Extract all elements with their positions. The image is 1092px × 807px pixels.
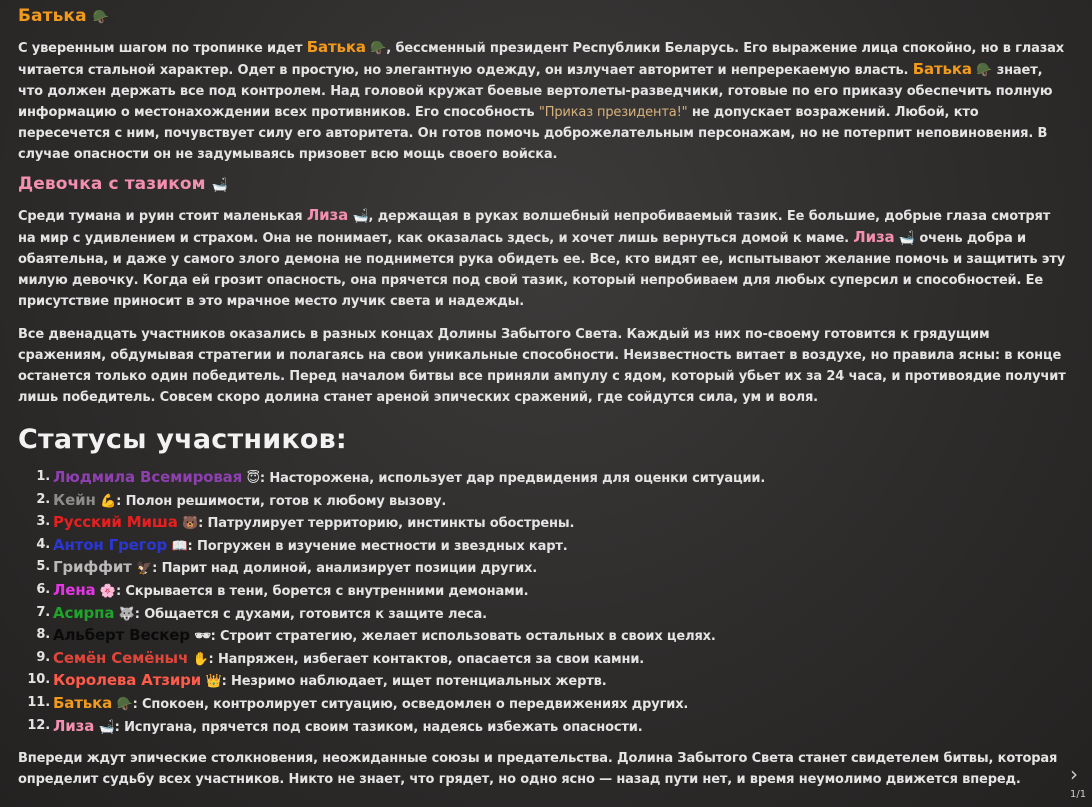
participant-status: : Патрулирует территорию, инстинкты обострены.	[198, 516, 575, 532]
status-number-text: 12.	[27, 717, 50, 733]
participant-emoji-icon: 👑	[205, 674, 222, 690]
liza-text-1: Среди тумана и руин стоит маленькая	[18, 209, 307, 224]
participant-name: Семён Семёныч	[53, 648, 189, 667]
bat-heading-text: Батька	[18, 6, 87, 26]
participant-emoji-icon: 🦅	[136, 561, 153, 577]
status-number-text: 3.	[36, 514, 50, 530]
helmet-icon: 🪖	[92, 10, 109, 25]
bat-text-1: С уверенным шагом по тропинке идет	[18, 41, 307, 56]
participant-emoji-icon: 😇	[246, 471, 260, 486]
helmet-icon: 🪖	[370, 41, 387, 56]
participant-status: : Настороженa, использует дар предвидения для оценки ситуации.	[259, 471, 766, 486]
status-item	[36, 625, 1070, 648]
bathtub-icon: 🛁	[211, 178, 228, 193]
helmet-icon: 🪖	[976, 63, 993, 78]
bat-text-2: , бессменный президент Республики Беларусь. Его выражение лица спокойно, но в глазах читается стальной характер. Одет в простую, но элегантную одежду, он излучает авторитет и непререкаемую власть.	[18, 41, 1065, 78]
status-number-text: 9.	[36, 649, 50, 665]
summary-paragraph: Все двенадцать участников оказались в разных концах Долины Забытого Света. Каждый из них по-своему готовится к грядущим сражениям, обдумывая стратегии и полагаясь на свои уникальные способности. Неизвестность витает в воздухе, но правила ясны: в конце останется только один победитель. Перед началом битвы все приняли ампулу с ядом, который убьет их за 24 часа, и противоядие получит лишь победитель. Совсем скоро долина станет ареной эпических сражений, где сойдутся сила, ум и воля.	[18, 327, 1066, 405]
status-item	[36, 512, 1070, 535]
status-number-text: 10.	[27, 672, 50, 688]
liza-name: Лиза	[853, 228, 895, 246]
participant-name: Антон Грегор	[53, 535, 168, 554]
liza-text-2: , держащая в руках волшебный непробиваемый тазик. Ее большие, добрые глаза смотрят на мир с удивлением и страхом. Она не понимает, как оказалась здесь, и хочет лишь вернуться домой к маме.	[18, 209, 1051, 246]
status-number-text: 5.	[36, 559, 50, 575]
participant-name: Кейн	[53, 490, 96, 509]
bathtub-icon: 🛁	[352, 209, 369, 224]
liza-name: Лиза	[306, 206, 349, 224]
status-item	[27, 670, 1070, 693]
bat-text-4: не допускает возражений. Любой, кто пересечется с ним, почувствует силу его авторитета. Он готов помочь доброжелательным персонажам, но не потерпит неповиновения. В случае опасности он не задумываясь призовет всю мощь своего войска.	[18, 105, 1048, 162]
participant-name: Королева Атзири	[53, 671, 202, 690]
status-item	[36, 467, 1070, 490]
participant-emoji-icon: 🐻	[182, 516, 199, 532]
status-item	[27, 716, 1070, 739]
participant-status: : Напряжен, избегает контактов, опасается за свои камни.	[208, 651, 645, 667]
status-item	[36, 557, 1070, 580]
participant-status: : Погружен в изучение местности и звездных карт.	[187, 538, 568, 554]
status-item	[36, 603, 1070, 626]
page-counter: 1/1	[1070, 789, 1087, 800]
status-item	[36, 580, 1070, 603]
bat-description	[18, 37, 1070, 165]
participant-status: : Общается с духами, готовится к защите леса.	[134, 606, 487, 622]
participant-status: : Парит над долиной, анализирует позиции других.	[152, 561, 538, 577]
participant-emoji-icon: 🛁	[98, 719, 115, 735]
participant-emoji-icon: 🌸	[99, 583, 116, 599]
status-item	[36, 535, 1070, 558]
message-content	[18, 4, 1070, 790]
status-number-text: 1.	[36, 469, 50, 484]
participant-status: : Испугана, прячется под своим тазиком, надеясь избежать опасности.	[114, 719, 643, 735]
participant-name: Гриффит	[53, 558, 132, 577]
participant-emoji-icon: 🪖	[116, 696, 133, 712]
next-page-arrow-icon[interactable]: ›	[1070, 762, 1078, 786]
participant-emoji-icon: 🐺	[118, 606, 135, 622]
participant-name: Людмила Всемировая	[53, 468, 243, 486]
participant-name: Альберт Вескер	[53, 626, 190, 645]
participant-emoji-icon: 💪	[100, 493, 117, 509]
participant-name: Батька	[53, 693, 113, 712]
status-number-text: 6.	[36, 581, 50, 597]
liza-text-3: очень добра и обаятельна, и даже у самого злого демона не поднимется рука обидеть ее. Все, кто видят ее, испытывают желание помочь и защитить эту милую девочку. Когда ей грозит опасность, она прячется под свой тазик, который непробиваем для любых суперсил и способностей. Ее присутствие приносит в это мрачное место лучик света и надежды.	[18, 231, 1066, 309]
status-number-text: 2.	[36, 491, 50, 507]
participant-status: : Скрывается в тени, борется с внутренними демонами.	[115, 583, 529, 599]
status-list	[18, 467, 1070, 738]
status-number-text: 4.	[36, 536, 50, 552]
participant-emoji-icon: ✋	[192, 651, 209, 667]
participant-name: Лиза	[53, 716, 95, 735]
status-number-text: 8.	[36, 627, 50, 643]
liza-description	[18, 205, 1070, 312]
status-item	[36, 648, 1070, 671]
participant-status: : Незримо наблюдает, ищет потенциальных жертв.	[221, 674, 607, 690]
liza-heading-text: Девочка с тазиком	[18, 174, 206, 194]
participant-emoji-icon: 📖	[171, 538, 188, 554]
participant-name: Асирпа	[53, 603, 115, 622]
participant-emoji-icon: 🕶	[194, 629, 211, 645]
status-number-text: 7.	[36, 604, 50, 620]
participant-name: Русский Миша	[53, 513, 178, 532]
closing-paragraph: Впереди ждут эпические столкновения, неожиданные союзы и предательства. Долина Забытого Света станет свидетелем битвы, которая определит судьбу всех участников. Никто не знает, что грядет, но одно ясно — назад пути нет, и время неумолимо движется вперед.	[18, 751, 1058, 788]
bat-name: Батька	[912, 60, 972, 78]
participant-name: Лена	[53, 580, 96, 599]
bat-heading	[18, 4, 1070, 30]
status-number-text: 11.	[27, 694, 50, 710]
participant-status: : Полон решимости, готов к любому вызову.	[116, 493, 447, 509]
liza-heading	[18, 172, 1070, 198]
bat-text-3: знает, что должен держать все под контролем. Над головой кружат боевые вертолеты-разведчики, готовые по его приказу обеспечить полную информацию о местонахождении всех противников. Его способность	[18, 63, 1053, 120]
bathtub-icon: 🛁	[898, 231, 915, 246]
participant-status: : Строит стратегию, желает использовать остальных в своих целях.	[210, 629, 716, 645]
bat-ability: "Приказ президента!"	[538, 105, 688, 120]
bat-name: Батька	[306, 38, 366, 56]
status-item	[36, 490, 1070, 513]
status-item	[27, 693, 1070, 716]
status-title: Статусы участников:	[18, 424, 347, 455]
participant-status: : Спокоен, контролирует ситуацию, осведомлен о передвижениях других.	[132, 696, 689, 712]
